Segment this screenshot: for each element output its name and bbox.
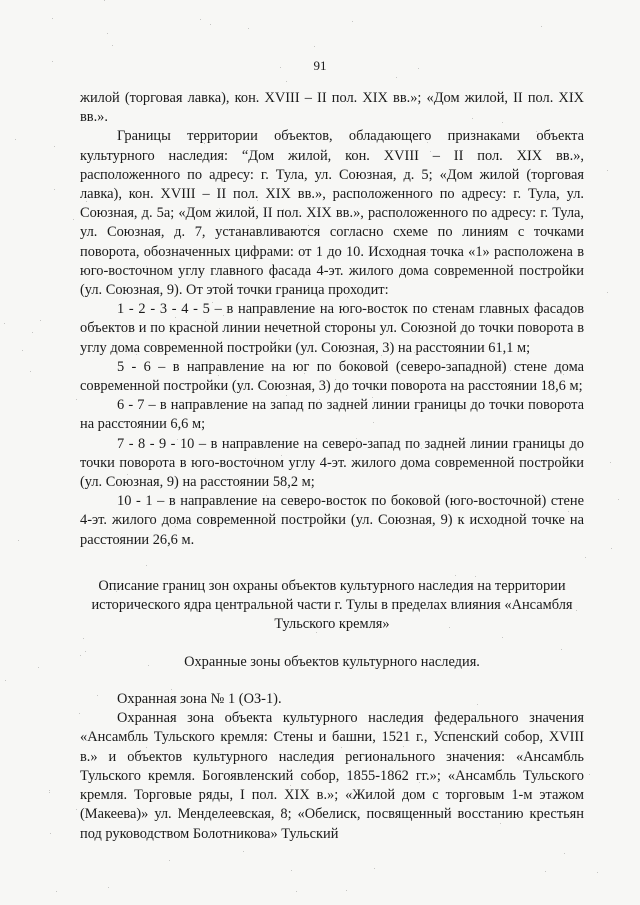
zone-description: Охранная зона объекта культурного наследия федерального значения «Ансамбль Тульского кремля: Стены и башни, 1521 г., Успенский собор, XVIII в.» и объектов культурного наследия регионального значения: «Ансамбль Тульского кремля. Богоявленский собор, 1855-1862 гг.»; «Ансамбль Тульского кремля. Торговые ряды, I пол. XIX в.»; «Жилой дом с торговым 1-м этажом (Макеева)» ул. Менделеевская, 8; «Обелиск, посвященный восстанию крестьян под руководством Болотникова» Тульский: [80, 710, 584, 842]
scan-speckle: [32, 332, 33, 333]
scan-speckle: [79, 713, 80, 714]
scan-speckle: [171, 689, 172, 690]
scan-speckle: [346, 890, 347, 891]
scan-speckle: [541, 26, 542, 27]
scan-speckle: [335, 379, 336, 380]
scan-speckle: [73, 219, 74, 220]
scan-speckle: [175, 317, 176, 318]
paragraph-continuation: жилой (торговая лавка), кон. XVIII – II пол. XIX вв.»; «Дом жилой, II пол. XIX вв.».: [80, 90, 584, 126]
scan-speckle: [286, 395, 287, 396]
scan-speckle: [317, 211, 318, 212]
scan-speckle: [502, 122, 503, 123]
scan-speckle: [40, 320, 41, 321]
scan-speckle: [85, 651, 86, 652]
scan-speckle: [210, 24, 211, 25]
scan-speckle: [257, 200, 258, 201]
section-heading: Описание границ зон охраны объектов культурного наследия на территории исторического ядра центральной части г. Тулы в пределах влияния «Ансамбля Тульского кремля»: [91, 577, 573, 632]
scan-speckle: [214, 837, 215, 838]
scan-speckle: [568, 511, 569, 512]
scan-speckle: [127, 474, 128, 475]
scan-speckle: [148, 665, 149, 666]
scan-speckle: [279, 339, 280, 340]
paragraph-segment-5-6: 5 - 6 – в направление на юг по боковой (северо-западной) стене дома современной постройки (ул. Союзная, 3) до точки поворота на расстоянии 18,6 м;: [80, 358, 584, 395]
scan-speckle: [477, 704, 478, 705]
scan-speckle: [545, 871, 546, 872]
scan-speckle: [449, 627, 450, 628]
scan-speckle: [465, 442, 466, 443]
scan-speckle: [427, 142, 428, 143]
scan-speckle: [341, 251, 342, 252]
scan-speckle: [352, 21, 353, 22]
page-number: 91: [313, 58, 327, 73]
scan-speckle: [219, 208, 220, 209]
scan-speckle: [180, 703, 181, 704]
scan-speckle: [597, 872, 598, 873]
scan-speckle: [607, 170, 608, 171]
scan-speckle: [30, 371, 31, 372]
scan-speckle: [255, 458, 256, 459]
scan-speckle: [243, 851, 244, 852]
scan-speckle: [572, 94, 573, 95]
scan-speckle: [430, 151, 431, 152]
scan-speckle: [589, 774, 590, 775]
scan-speckle: [563, 374, 564, 375]
scan-speckle: [475, 576, 476, 577]
scan-speckle: [212, 302, 213, 303]
scan-speckle: [433, 582, 434, 583]
scan-speckle: [347, 297, 348, 298]
scan-speckle: [177, 439, 178, 440]
scan-speckle: [38, 667, 39, 668]
scan-speckle: [4, 323, 5, 324]
scan-speckle: [76, 809, 77, 810]
scan-speckle: [116, 591, 117, 592]
scan-speckle: [311, 504, 312, 505]
scan-speckle: [146, 266, 147, 267]
scan-speckle: [536, 131, 537, 132]
scan-speckle: [175, 526, 176, 527]
scan-speckle: [205, 321, 206, 322]
scan-speckle: [200, 19, 201, 20]
scan-speckle: [248, 28, 249, 29]
paragraph-segment-1-5: 1 - 2 - 3 - 4 - 5 – в направление на юго-восток по стенам главных фасадов объектов и по красной линии нечетной стороны ул. Союзной до точки поворота в углу дома современной постройки (ул. Союзная, 3) на расстоянии 61,1 м;: [80, 301, 584, 356]
scan-speckle: [418, 68, 419, 69]
scan-speckle: [169, 860, 170, 861]
scan-speckle: [80, 655, 81, 656]
scan-speckle: [308, 225, 309, 226]
scan-speckle: [374, 868, 375, 869]
scan-speckle: [455, 575, 456, 576]
scan-speckle: [290, 498, 291, 499]
scan-speckle: [383, 361, 384, 362]
scan-speckle: [83, 638, 84, 639]
paragraph-boundaries: Границы территории объектов, обладающего признаками объекта культурного наследия: “Дом жилой, кон. XVIII – II пол. XIX вв.», расположенного по адресу: г. Тула, ул. Союзная, д. 5; «Дом жилой (торговая лавка), кон. XVIII – II пол. XIX вв.», расположенного по адресу: г. Тула, ул. Союзная, д. 5а; «Дом жилой, II пол. XIX вв.», расположенного по адресу: г. Тула, ул. Союзная, д. 7, устанавливаются согласно схеме по линиям с точками поворота, обозначенных цифрами: от 1 до 10. Исходная точка «1» расположена в юго-восточном углу главного фасада 4-эт. жилого дома современной постройки (ул. Союзная, 9). От этой точки граница проходит:: [80, 128, 584, 299]
scan-speckle: [5, 680, 6, 681]
scan-speckle: [500, 823, 501, 824]
scan-speckle: [356, 438, 357, 439]
scan-speckle: [54, 146, 55, 147]
scan-speckle: [278, 446, 279, 447]
scan-speckle: [607, 292, 608, 293]
scan-speckle: [610, 462, 611, 463]
scan-speckle: [281, 455, 282, 456]
paragraph-segment-10-1: 10 - 1 – в направление на северо-восток по боковой (юго-восточной) стене 4-эт. жилого дома современной постройки (ул. Союзная, 9) к исходной точке на расстоянии 26,6 м.: [80, 493, 584, 548]
section-subheading: Охранные зоны объектов культурного наследия.: [184, 653, 480, 670]
scan-speckle: [396, 77, 397, 78]
scan-speckle: [419, 138, 420, 139]
scan-speckle: [56, 891, 57, 892]
scan-speckle: [314, 46, 315, 47]
scan-speckle: [472, 118, 473, 119]
scan-speckle: [223, 315, 224, 316]
scan-speckle: [280, 67, 281, 68]
scan-speckle: [15, 139, 16, 140]
scan-speckle: [299, 212, 300, 213]
scan-speckle: [151, 795, 152, 796]
scan-speckle: [611, 548, 612, 549]
scan-speckle: [585, 557, 586, 558]
scan-speckle: [296, 891, 297, 892]
scan-speckle: [427, 252, 428, 253]
scan-speckle: [146, 747, 147, 748]
scan-speckle: [316, 632, 317, 633]
scan-speckle: [266, 495, 267, 496]
scan-speckle: [290, 785, 291, 786]
scan-speckle: [570, 238, 571, 239]
scan-speckle: [576, 610, 577, 611]
scan-speckle: [373, 422, 374, 423]
zone-title: Охранная зона № 1 (ОЗ-1).: [117, 691, 282, 708]
scan-speckle: [291, 870, 292, 871]
scan-speckle: [50, 833, 51, 834]
scan-speckle: [279, 754, 280, 755]
scan-speckle: [118, 273, 119, 274]
scan-speckle: [97, 695, 98, 696]
scan-speckle: [54, 189, 55, 190]
scan-speckle: [564, 853, 565, 854]
scan-speckle: [403, 746, 404, 747]
scan-speckle: [18, 540, 19, 541]
scan-speckle: [341, 747, 342, 748]
scan-speckle: [256, 98, 257, 99]
scan-speckle: [86, 201, 87, 202]
scan-speckle: [49, 790, 50, 791]
scan-speckle: [52, 61, 53, 62]
scan-speckle: [618, 499, 619, 500]
scan-speckle: [502, 637, 503, 638]
scan-speckle: [287, 664, 288, 665]
scan-speckle: [343, 815, 344, 816]
scan-speckle: [108, 887, 109, 888]
scan-speckle: [170, 323, 171, 324]
scan-speckle: [510, 370, 511, 371]
paragraph-segment-6-7: 6 - 7 – в направление на запад по задней линии границы до точки поворота на расстоянии 6,6 м;: [80, 397, 584, 433]
scan-speckle: [381, 355, 382, 356]
scan-speckle: [482, 587, 483, 588]
document-body: [80, 89, 584, 844]
scan-speckle: [112, 45, 113, 46]
scan-speckle: [419, 782, 420, 783]
paragraph-segment-7-10: 7 - 8 - 9 - 10 – в направление на северо-запад по задней линии границы до точки поворота в юго-восточном углу 4-эт. жилого дома современной постройки (ул. Союзная, 9) на расстоянии 58,2 м;: [80, 435, 584, 491]
scan-speckle: [204, 143, 205, 144]
scan-speckle: [52, 18, 53, 19]
scan-speckle: [218, 375, 219, 376]
scan-speckle: [436, 663, 437, 664]
scan-speckle: [414, 352, 415, 353]
scan-speckle: [22, 350, 23, 351]
scan-speckle: [194, 816, 195, 817]
scan-speckle: [167, 213, 168, 214]
scan-speckle: [49, 792, 50, 793]
scan-speckle: [76, 399, 77, 400]
scan-speckle: [136, 354, 137, 355]
scan-speckle: [107, 33, 108, 34]
scan-speckle: [286, 81, 287, 82]
scan-speckle: [421, 448, 422, 449]
scan-speckle: [304, 373, 305, 374]
scan-speckle: [146, 565, 147, 566]
scan-speckle: [283, 209, 284, 210]
scan-speckle: [561, 649, 562, 650]
scan-speckle: [319, 399, 320, 400]
scan-speckle: [372, 397, 373, 398]
scan-speckle: [528, 160, 529, 161]
scan-speckle: [374, 369, 375, 370]
scan-speckle: [104, 0, 105, 1]
